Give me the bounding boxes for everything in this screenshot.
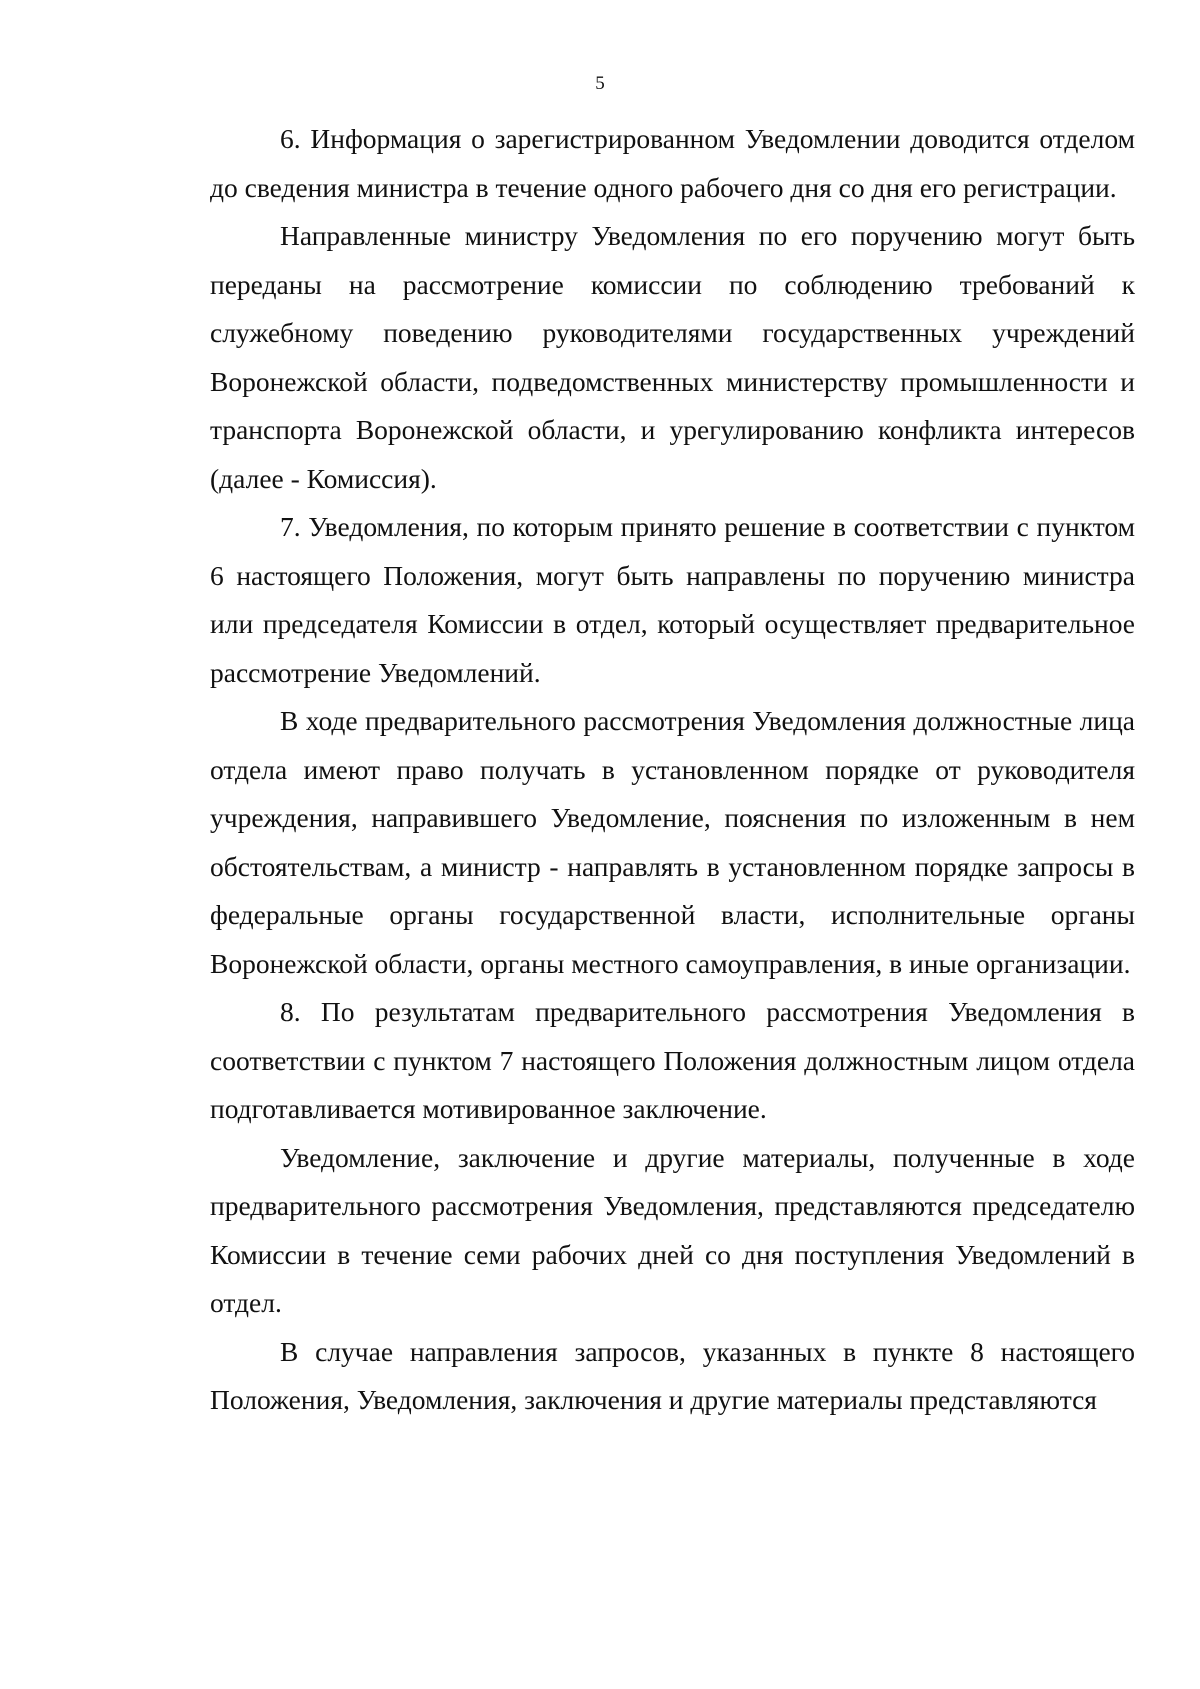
paragraph-6-info: 6. Информация о зарегистрированном Уведомлении доводится отделом до сведения министра в течение одного рабочего дня со дня его регистрации. bbox=[210, 123, 1135, 203]
paragraph-8: 8. По результатам предварительного рассмотрения Уведомления в соответствии с пунктом 7 настоящего Положения должностным лицом отдела подготавливается мотивированное заключение. bbox=[210, 996, 1135, 1124]
document-body bbox=[210, 115, 1135, 1425]
paragraph-7: 7. Уведомления, по которым принято решение в соответствии с пунктом 6 настоящего Положения, могут быть направлены по поручению министра или председателя Комиссии в отдел, который осуществляет предварительное рассмотрение Уведомлений. bbox=[210, 511, 1135, 688]
paragraph-6-commission: Направленные министру Уведомления по его поручению могут быть переданы на рассмотрение комиссии по соблюдению требований к служебному поведению руководителями государственных учреждений Воронежской области, подведомственных министерству промышленности и транспорта Воронежской области, и урегулированию конфликта интересов (далее - Комиссия). bbox=[210, 220, 1135, 494]
page-number: 5 bbox=[595, 73, 605, 94]
paragraph-8-materials: Уведомление, заключение и другие материалы, полученные в ходе предварительного рассмотрения Уведомления, представляются председателю Комиссии в течение семи рабочих дней со дня поступления Уведомлений в отдел. bbox=[210, 1141, 1135, 1318]
paragraph-7-preliminary-review: В ходе предварительного рассмотрения Уведомления должностные лица отдела имеют право получать в установленном порядке от руководителя учреждения, направившего Уведомление, пояснения по изложенным в нем обстоятельствам, а министр - направлять в установленном порядке запросы в федеральные органы государственной власти, исполнительные органы Воронежской области, органы местного самоуправления, в иные организации. bbox=[210, 705, 1135, 979]
paragraph-8-requests: В случае направления запросов, указанных в пункте 8 настоящего Положения, Уведомления, заключения и другие материалы представляются bbox=[210, 1335, 1135, 1415]
